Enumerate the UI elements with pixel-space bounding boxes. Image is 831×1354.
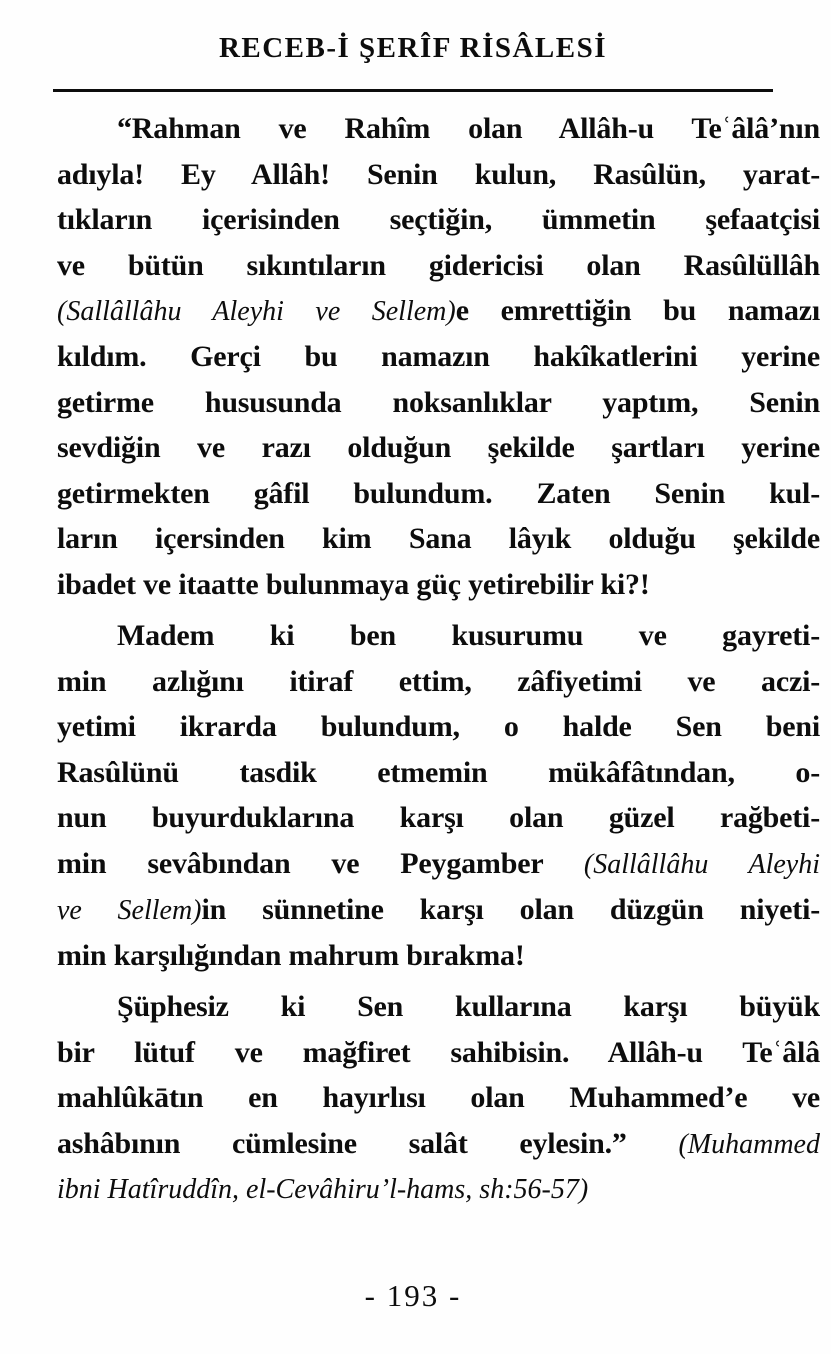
- body-paragraph: [57, 984, 820, 1212]
- text-line: [57, 425, 820, 471]
- italic-text-run: (Muhammed: [678, 1128, 820, 1160]
- bold-text-run: ashâbının cümlesine salât eylesin.”: [57, 1126, 679, 1160]
- text-line: [57, 380, 820, 426]
- page-number: - 193 -: [364, 1278, 462, 1313]
- bold-text-run: mahlûkātın en hayırlısı olan Muhammed’e ve: [57, 1081, 820, 1114]
- text-line: [57, 659, 820, 705]
- bold-text-run: getirmekten gâfil bulundum. Zaten Senin kul-: [57, 476, 820, 510]
- book-page: [0, 30, 831, 1354]
- italic-text-run: (Sallâllâhu Aleyhi ve Sellem): [57, 296, 456, 327]
- bold-text-run: “Rahman ve Rahîm olan Allâh-u Teʿâlâ’nın: [117, 112, 820, 145]
- text-line: [57, 1075, 820, 1121]
- text-line: [57, 750, 820, 796]
- text-line: [57, 288, 820, 334]
- bold-text-run: getirme hususunda noksanlıklar yaptım, Senin: [57, 385, 820, 419]
- text-line: [57, 613, 820, 659]
- text-line: [57, 1167, 820, 1213]
- text-line: [57, 471, 820, 517]
- text-line: [57, 984, 820, 1030]
- bold-text-run: ların içersinden kim Sana lâyık olduğu şekilde: [57, 522, 820, 555]
- page-footer: [53, 1278, 773, 1314]
- body-paragraph: [57, 106, 820, 607]
- text-line: [57, 334, 820, 380]
- text-line: [57, 106, 820, 152]
- text-line: [57, 1030, 820, 1076]
- text-line: [57, 887, 820, 933]
- text-line: [57, 152, 820, 198]
- text-line: [57, 841, 820, 887]
- bold-text-run: Rasûlünü tasdik etmemin mükâfâtından, o-: [57, 755, 820, 789]
- bold-text-run: min sevâbından ve Peygamber: [57, 846, 584, 880]
- bold-text-run: min karşılığından mahrum bırakma!: [57, 938, 525, 972]
- text-line: [57, 795, 820, 841]
- bold-text-run: Şüphesiz ki Sen kullarına karşı büyük: [117, 990, 820, 1023]
- bold-text-run: e emrettiğin bu namazı: [455, 294, 820, 327]
- bold-text-run: kıldım. Gerçi bu namazın hakîkatlerini yerine: [57, 340, 820, 373]
- italic-text-run: ibni Hatîruddîn, el-Cevâhiru’l-hams, sh:56-57): [57, 1173, 589, 1205]
- italic-text-run: (Sallâllâhu Aleyhi: [583, 848, 820, 880]
- body-text: [57, 106, 820, 1212]
- text-line: [57, 933, 820, 979]
- page-title: RECEB-İ ŞERÎF RİSÂLESİ: [218, 32, 608, 64]
- bold-text-run: sevdiğin ve razı olduğun şekilde şartları yerine: [57, 431, 820, 464]
- text-line: [57, 197, 820, 243]
- body-paragraph: [57, 613, 820, 978]
- text-line: [57, 562, 820, 608]
- bold-text-run: min azlığını itiraf ettim, zâfiyetimi ve aczi-: [57, 664, 820, 698]
- bold-text-run: in sünnetine karşı olan düzgün niyeti-: [201, 892, 820, 926]
- text-line: [57, 704, 820, 750]
- bold-text-run: Madem ki ben kusurumu ve gayreti-: [117, 619, 820, 652]
- bold-text-run: ve bütün sıkıntıların gidericisi olan Rasûlüllâh: [57, 248, 820, 282]
- text-line: [57, 243, 820, 289]
- bold-text-run: tıkların içerisinden seçtiğin, ümmetin şefaatçisi: [57, 203, 820, 236]
- bold-text-run: ibadet ve itaatte bulunmaya güç yetirebilir ki?!: [57, 567, 650, 601]
- bold-text-run: yetimi ikrarda bulundum, o halde Sen beni: [57, 710, 820, 743]
- bold-text-run: nun buyurduklarına karşı olan güzel rağbeti-: [57, 801, 820, 834]
- text-line: [57, 1121, 820, 1167]
- bold-text-run: adıyla! Ey Allâh! Senin kulun, Rasûlün, yarat-: [57, 157, 820, 191]
- page-header: [53, 30, 773, 66]
- bold-text-run: bir lütuf ve mağfiret sahibisin. Allâh-u Teʿâlâ: [57, 1035, 820, 1069]
- italic-text-run: ve Sellem): [57, 894, 202, 926]
- header-rule: [53, 89, 773, 92]
- text-line: [57, 516, 820, 562]
